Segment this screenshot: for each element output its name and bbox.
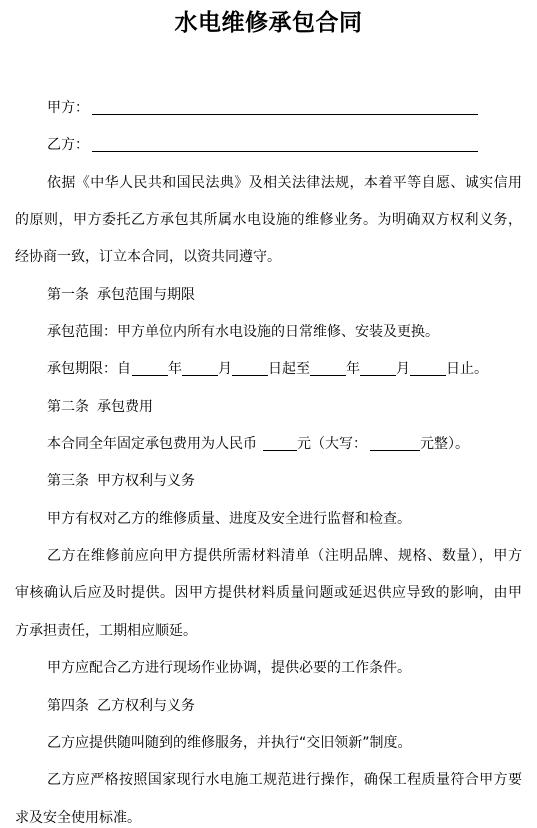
- article-4-clause-line: 乙方应严格按照国家现行水电施工规范进行操作，确保工程质量符合甲方要: [47, 772, 522, 789]
- article-3-heading: 第三条 甲方权利与义务: [47, 473, 195, 490]
- term-end-day-blank: [410, 361, 446, 376]
- article-2-heading: 第二条 承包费用: [47, 398, 153, 415]
- term-start-year-unit: 年: [168, 361, 182, 378]
- term-end-month-blank: [360, 361, 396, 376]
- article-3-clause-line: 方承担责任，工期相应顺延。: [15, 622, 197, 639]
- party-b-line: [0, 136, 537, 154]
- article-3-clause-line: 甲方有权对乙方的维修质量、进度及安全进行监督和检查。: [47, 510, 411, 527]
- article-2-fee: [0, 435, 537, 453]
- fee-amount-in-words-unit: 元整）。: [420, 436, 469, 453]
- article-3-clause-line: 甲方应配合乙方进行现场作业协调，提供必要的工作条件。: [47, 660, 411, 677]
- term-prefix: 承包期限：自: [47, 361, 131, 378]
- party-a-blank: [92, 100, 478, 115]
- article-1-term: [0, 360, 537, 378]
- fee-amount-unit: 元（大写：: [297, 436, 367, 453]
- contract-body: [0, 99, 537, 827]
- article-1-heading: 第一条 承包范围与期限: [47, 286, 195, 303]
- term-end-day-unit: 日止。: [446, 361, 488, 378]
- term-end-year-blank: [310, 361, 346, 376]
- party-b-blank: [92, 137, 478, 152]
- article-4-clause-line: 乙方应提供随叫随到的维修服务，并执行“交旧领新”制度。: [47, 734, 412, 751]
- article-3-clause-line: 乙方在维修前应向甲方提供所需材料清单（注明品牌、规格、数量），甲方: [47, 548, 522, 565]
- party-a-label: 甲方：: [47, 100, 89, 116]
- article-1-scope: 承包范围：甲方单位内所有水电设施的日常维修、安装及更换。: [47, 324, 439, 341]
- term-end-month-unit: 月: [396, 361, 410, 378]
- term-start-year-blank: [132, 361, 168, 376]
- term-start-day-blank: [232, 361, 268, 376]
- term-start-month-unit: 月: [218, 361, 232, 378]
- fee-amount-blank: [263, 436, 297, 451]
- preamble-line: 经协商一致，订立本合同，以资共同遵守。: [15, 249, 281, 266]
- preamble-line: 的原则，甲方委托乙方承包其所属水电设施的维修业务。为明确双方权利义务，: [15, 212, 522, 229]
- term-start-month-blank: [182, 361, 218, 376]
- term-end-year-unit: 年: [346, 361, 360, 378]
- term-start-day-unit: 日起至: [268, 361, 310, 378]
- preamble-line: 依据《中华人民共和国民法典》及相关法律法规，本着平等自愿、诚实信用: [47, 174, 522, 191]
- article-4-heading: 第四条 乙方权利与义务: [47, 697, 195, 714]
- article-4-clause-line: 求及安全使用标准。: [15, 809, 141, 826]
- party-b-label: 乙方：: [47, 137, 89, 154]
- fee-amount-in-words-blank: [370, 436, 420, 451]
- party-a-line: [0, 99, 537, 117]
- fee-prefix: 本合同全年固定承包费用为人民币: [47, 436, 257, 453]
- document-title: 水电维修承包合同: [174, 10, 363, 36]
- article-3-clause-line: 审核确认后应及时提供。因甲方提供材料质量问题或延迟供应导致的影响，由甲: [15, 585, 522, 602]
